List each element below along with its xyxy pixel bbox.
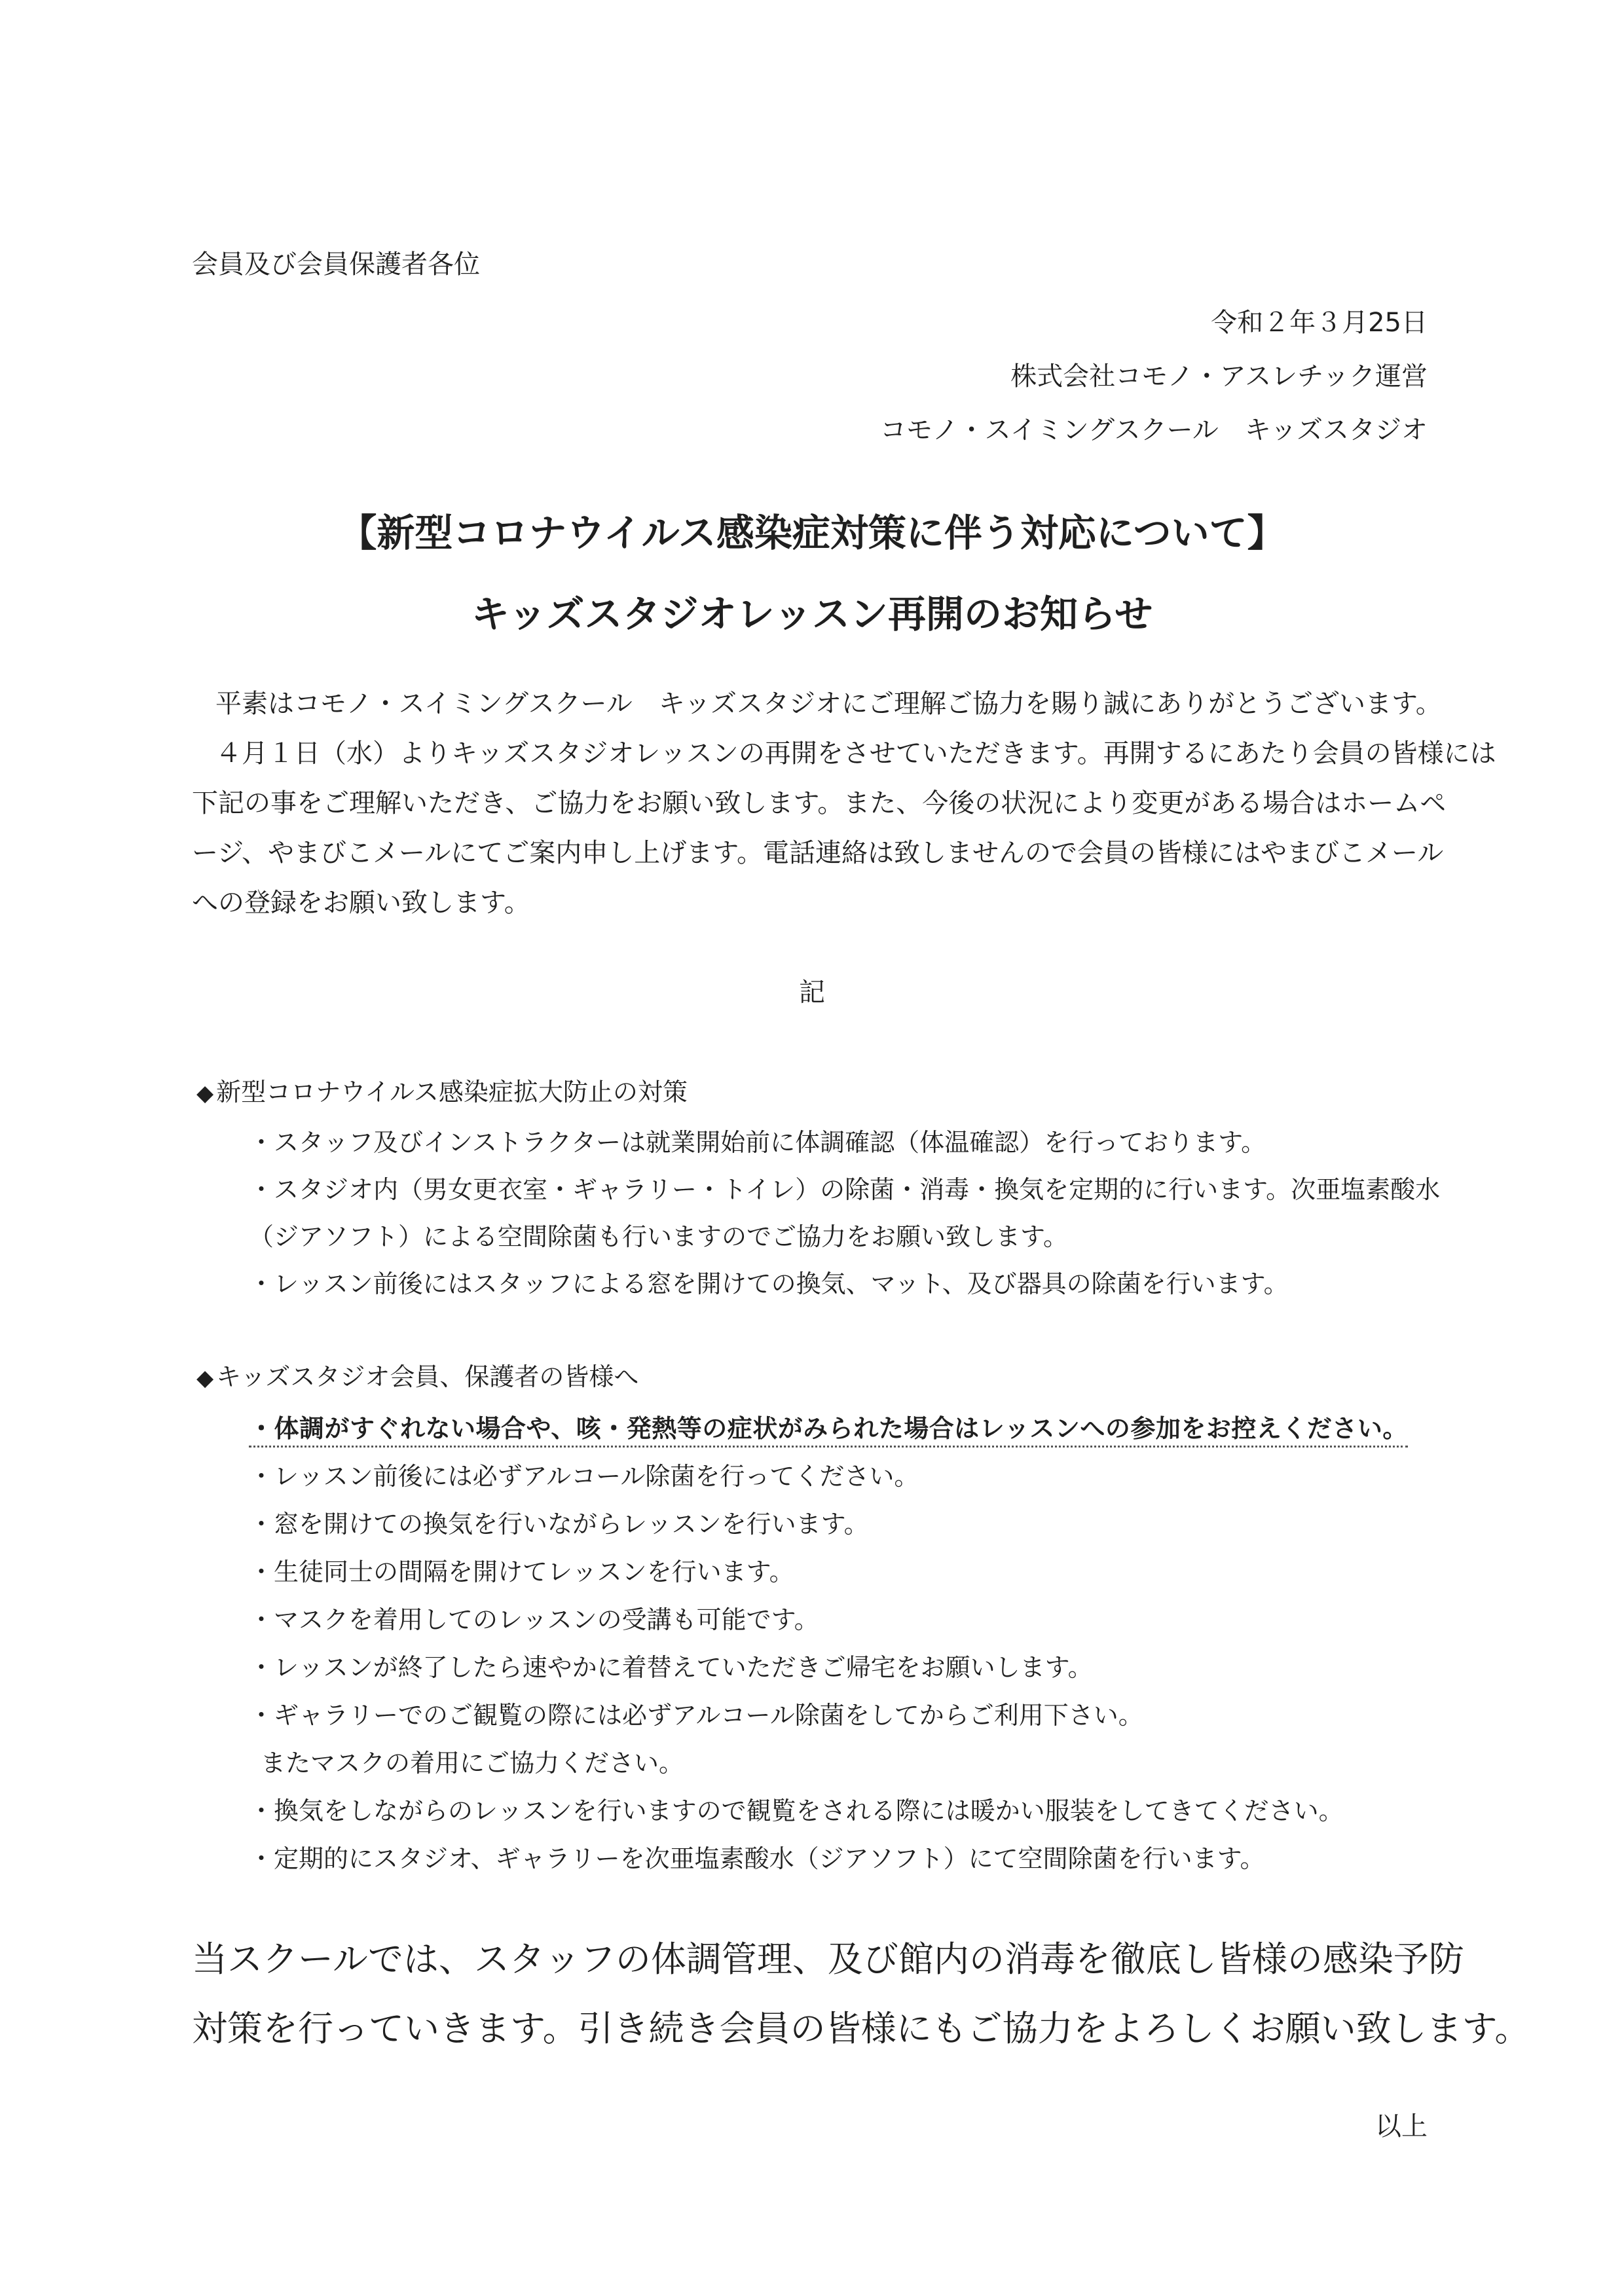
list-item: ・定期的にスタジオ、ギャラリーを次亜塩素酸水（ジアソフト）にて空間除菌を行います。 xyxy=(249,1844,1265,1873)
list-item: ・レッスン前後にはスタッフによる窓を開けての換気、マット、及び器具の除菌を行います。 xyxy=(249,1269,1289,1298)
school-name: コモノ・スイミングスクール キッズスタジオ xyxy=(880,415,1428,445)
ijo-marker: 以上 xyxy=(1375,2111,1428,2141)
closing-paragraph xyxy=(192,1925,1530,2064)
emphasis-text: ・体調がすぐれない場合や、咳・発熱等の症状がみられた場合はレッスンへの参加をお控えください。 xyxy=(249,1414,1408,1448)
intro-line: への登録をお願い致します。 xyxy=(192,888,530,918)
sender-block xyxy=(880,296,1428,457)
company-name: 株式会社コモノ・アスレチック運営 xyxy=(1010,361,1428,392)
document-title xyxy=(0,492,1624,655)
section-heading xyxy=(196,1355,1441,1400)
intro-line: ４月１日（水）よりキッズスタジオレッスンの再開をさせていただきます。再開するにあたり会員の皆様には xyxy=(215,738,1496,769)
bullet-list xyxy=(196,1119,1441,1307)
intro-line: 下記の事をご理解いただき、ご協力をお願い致します。また、今後の状況により変更がある場合はホームペ xyxy=(192,788,1447,818)
list-item: ・窓を開けての換気を行いながらレッスンを行います。 xyxy=(249,1510,869,1539)
ki-marker: 記 xyxy=(799,977,825,1008)
addressee: 会員及び会員保護者各位 xyxy=(192,249,480,280)
closing-line: 当スクールでは、スタッフの体調管理、及び館内の消毒を徹底し皆様の感染予防 xyxy=(192,1939,1464,1980)
section-members xyxy=(196,1355,1441,1883)
diamond-icon: ◆ xyxy=(196,1365,214,1391)
list-item: （ジアソフト）による空間除菌も行いますのでご協力をお願い致します。 xyxy=(249,1222,1068,1251)
closing-line: 対策を行っていきます。引き続き会員の皆様にもご協力をよろしくお願い致します。 xyxy=(192,2008,1530,2049)
intro-line: 平素はコモノ・スイミングスクール キッズスタジオにご理解ご協力を賜り誠にありがとうございます。 xyxy=(215,689,1442,719)
section-prevention xyxy=(196,1070,1441,1307)
list-item: ・スタジオ内（男女更衣室・ギャラリー・トイレ）の除菌・消毒・換気を定期的に行います。次亜塩素酸水 xyxy=(249,1175,1441,1204)
list-item-emphasis xyxy=(249,1405,1441,1453)
section-heading xyxy=(196,1070,1441,1115)
list-item: ・スタッフ及びインストラクターは就業開始前に体調確認（体温確認）を行っております。 xyxy=(249,1128,1266,1157)
section-heading-text: キッズスタジオ会員、保護者の皆様へ xyxy=(216,1362,639,1391)
list-item: またマスクの着用にご協力ください。 xyxy=(261,1749,684,1777)
intro-line: ージ、やまびこメールにてご案内申し上げます。電話連絡は致しませんので会員の皆様にはやまびこメール xyxy=(192,838,1444,868)
list-item: ・レッスンが終了したら速やかに着替えていただきご帰宅をお願いします。 xyxy=(249,1653,1093,1682)
list-item: ・生徒同士の間隔を開けてレッスンを行います。 xyxy=(249,1558,794,1586)
list-item: ・ギャラリーでのご観覧の際には必ずアルコール除菌をしてからご利用下さい。 xyxy=(249,1701,1143,1730)
issue-date: 令和２年３月25日 xyxy=(1211,308,1428,338)
intro-paragraph xyxy=(192,679,1496,928)
list-item: ・レッスン前後には必ずアルコール除菌を行ってください。 xyxy=(249,1462,919,1491)
list-item: ・換気をしながらのレッスンを行いますので観覧をされる際には暖かい服装をしてきてください。 xyxy=(249,1796,1344,1825)
bullet-list xyxy=(196,1405,1441,1883)
diamond-icon: ◆ xyxy=(196,1080,214,1106)
title-line-1: 【新型コロナウイルス感染症対策に伴う対応について】 xyxy=(339,511,1285,555)
list-item: ・マスクを着用してのレッスンの受講も可能です。 xyxy=(249,1605,819,1634)
title-line-2: キッズスタジオレッスン再開のお知らせ xyxy=(471,592,1153,636)
section-heading-text: 新型コロナウイルス感染症拡大防止の対策 xyxy=(216,1078,688,1106)
